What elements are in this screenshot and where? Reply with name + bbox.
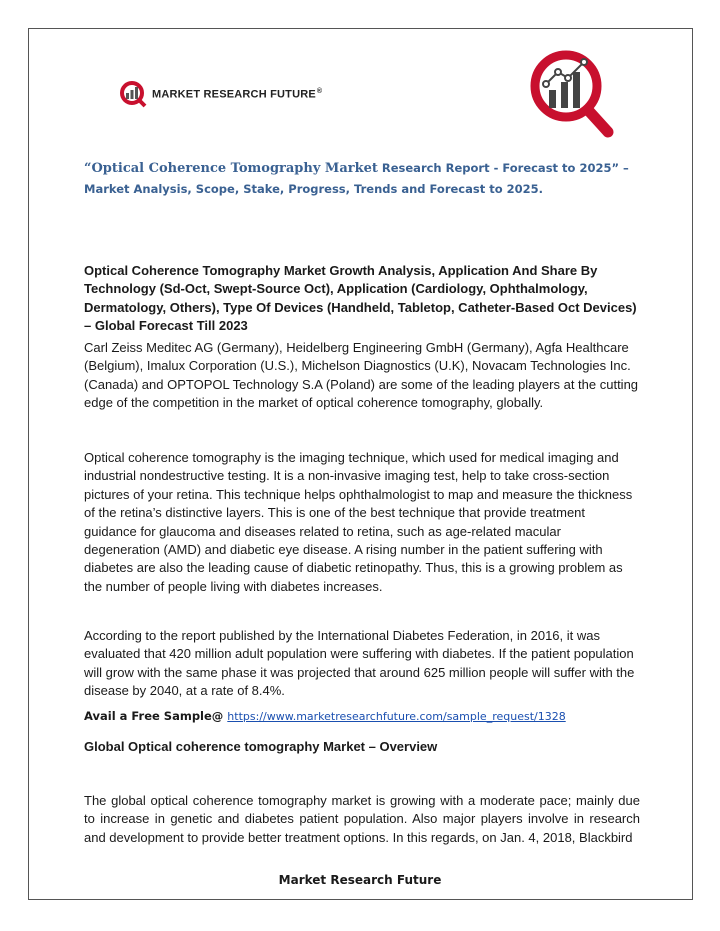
- report-title: [84, 158, 644, 199]
- report-title-line2: Market Analysis, Scope, Stake, Progress, Trends and Forecast to 2025.: [84, 182, 543, 196]
- report-title-line1: “Optical Coherence Tomography Market Research Report - Forecast to 2025” –: [84, 161, 629, 176]
- overview-paragraph: The global optical coherence tomography market is growing with a moderate pace; mainly due to increase in genetic and diabetes patient population. Also major players involve in research and development to provide better treatment options. In this regards, on Jan. 4, 2018, Blackbird: [84, 793, 640, 845]
- logo-text: MARKET RESEARCH FUTURE®: [152, 87, 323, 101]
- overview-heading: Global Optical coherence tomography Market – Overview: [84, 739, 438, 754]
- logo-globe-icon: [119, 80, 147, 108]
- definition-paragraph: Optical coherence tomography is the imaging technique, which used for medical imaging and industrial nondestructive testing. It is a non-invasive imaging test, help to take cross-section pictures of your retina. This technique helps ophthalmologist to map and measure the thickness of the retina’s distinctive layers. This is one of the best technique that provide treatment guidance for glaucoma and diseases related to retina, such as age-related macular degeneration (AMD) and diabetic eye disease. A rising number in the patient suffering with diabetes are also the leading cause of diabetic retinopathy. Thus, this is a growing problem as the number of people living with diabetes increases.: [84, 450, 633, 594]
- idf-paragraph: According to the report published by the International Diabetes Federation, in 2016, it was evaluated that 420 million adult population were suffering with diabetes. If the patient population will grow with the same phase it was projected that around 625 million people will suffer with the disease by 2040, at a rate of 8.4%.: [84, 628, 635, 699]
- sample-request-link[interactable]: https://www.marketresearchfuture.com/sample_request/1328: [227, 710, 566, 723]
- players-paragraph: Carl Zeiss Meditec AG (Germany), Heidelberg Engineering GmbH (Germany), Agfa Healthcare (Belgium), Imalux Corporation (U.S.), Michelson Diagnostics (U.K), Novacam Technologies Inc. (Canada) and OPTOPOL Technology S.A (Poland) are some of the leading players at the cutting edge of the competition in the market of optical coherence tomography, globally.: [84, 340, 639, 411]
- free-sample-label: Avail a Free Sample@: [84, 709, 228, 723]
- company-logo: [119, 80, 322, 108]
- report-heading: Optical Coherence Tomography Market Growth Analysis, Application And Share By Technology (Sd-Oct, Swept-Source Oct), Application (Cardiology, Ophthalmology, Dermatology, Others), Type Of Devices (Handheld, Tabletop, Catheter-Based Oct Devices) – Global Forecast Till 2023: [84, 263, 637, 333]
- free-sample-line: [84, 707, 640, 726]
- analytics-magnifier-icon: [528, 48, 614, 138]
- page-footer: Market Research Future: [278, 873, 442, 887]
